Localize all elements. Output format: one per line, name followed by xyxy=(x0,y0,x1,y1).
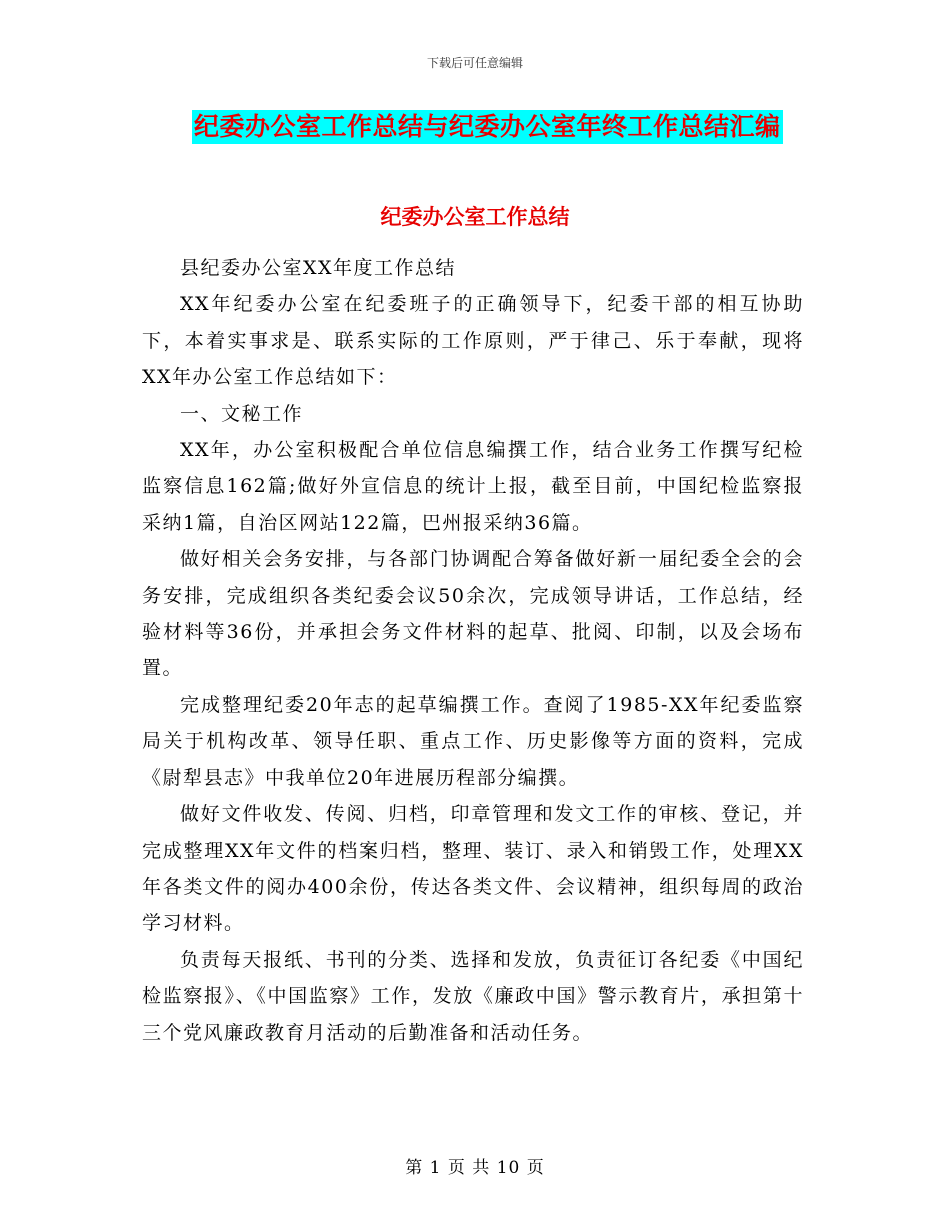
document-body xyxy=(142,250,804,1051)
paragraph-intro: XX年纪委办公室在纪委班子的正确领导下，纪委干部的相互协助下，本着实事求是、联系实际的工作原则，严于律己、乐于奉献，现将XX年办公室工作总结如下： xyxy=(142,293,804,389)
paragraph-subtitle: 县纪委办公室XX年度工作总结 xyxy=(180,257,457,279)
paragraph-heading-secretarial: 一、文秘工作 xyxy=(180,402,304,425)
main-title-container xyxy=(192,110,783,144)
paragraph: 做好相关会务安排，与各部门协调配合筹备做好新一届纪委全会的会务安排，完成组织各类纪委会议50余次，完成领导讲话，工作总结，经验材料等36份，并承担会务文件材料的起草、批阅、印制，以及会场布置。 xyxy=(142,548,804,680)
paragraph: XX年，办公室积极配合单位信息编撰工作，结合业务工作撰写纪检监察信息162篇;做好外宣信息的统计上报，截至目前，中国纪检监察报采纳1篇，自治区网站122篇，巴州报采纳36篇。 xyxy=(142,439,804,534)
paragraph: 完成整理纪委20年志的起草编撰工作。查阅了1985-XX年纪委监察局关于机构改革、领导任职、重点工作、历史影像等方面的资料，完成《尉犁县志》中我单位20年进展历程部分编撰。 xyxy=(142,693,804,789)
page-number-footer: 第 1 页 共 10 页 xyxy=(405,1158,545,1178)
section-title: 纪委办公室工作总结 xyxy=(380,205,570,229)
document-main-title: 纪委办公室工作总结与纪委办公室年终工作总结汇编 xyxy=(192,110,783,144)
header-note: 下载后可任意编辑 xyxy=(426,56,523,70)
paragraph: 做好文件收发、传阅、归档，印章管理和发文工作的审核、登记，并完成整理XX年文件的档案归档，整理、装订、录入和销毁工作，处理XX年各类文件的阅办400余份，传达各类文件、会议精神，组织每周的政治学习材料。 xyxy=(142,803,804,935)
paragraph: 负责每天报纸、书刊的分类、选择和发放，负责征订各纪委《中国纪检监察报》、《中国监察》工作，发放《廉政中国》警示教育片，承担第十三个党风廉政教育月活动的后勤准备和活动任务。 xyxy=(142,948,804,1044)
